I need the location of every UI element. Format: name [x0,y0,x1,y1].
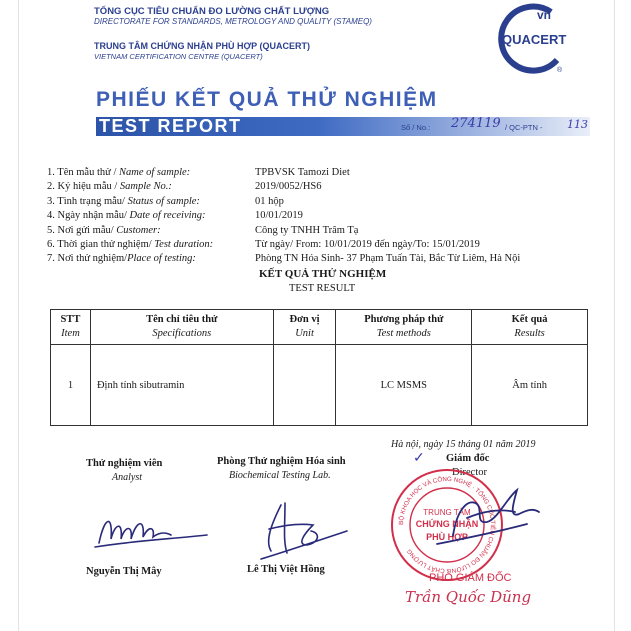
result-heading-en: TEST RESULT [289,283,356,294]
column-header-results: Kết quả Results [472,310,588,345]
sample-info-label: 3. Tình trạng mẫu/ Status of sample: [47,195,200,207]
deputy-director-title: PHÓ GIÁM ĐỐC [429,572,512,584]
column-header-specifications: Tên chỉ tiêu thử Specifications [90,310,273,345]
sample-info-label: 4. Ngày nhận mẫu/ Date of receiving: [47,210,206,222]
org-name-vn: TỔNG CỤC TIÊU CHUẨN ĐO LƯỜNG CHẤT LƯỢNG [94,6,330,17]
logo-registered: ® [557,67,563,74]
cell-unit [273,345,336,426]
lab-title-vn: Phòng Thử nghiệm Hóa sinh [217,456,346,467]
result-heading-vn: KẾT QUẢ THỬ NGHIỆM [259,268,387,280]
director-title-vn: Giám đốc [446,453,490,464]
cell-specification: Định tính sibutramin [90,345,273,426]
analyst-name: Nguyễn Thị Mây [86,566,162,577]
report-number-suffix: / QC-PTN - [505,123,543,132]
report-number-label: Số / No.: [401,123,431,132]
issue-date: Hà nội, ngày 15 tháng 01 năm 2019 [391,439,536,450]
column-header-test-methods: Phương pháp thử Test methods [336,310,472,345]
test-report-page [18,0,615,631]
cell-result: Âm tính [472,345,588,426]
director-signature [417,478,547,558]
sample-info-value: TPBVSK Tamozi Diet [255,167,350,178]
column-header-item: STT Item [51,310,91,345]
analyst-signature [91,505,211,555]
report-number-value: 274119 [451,116,501,131]
stamp-line-2: CHỨNG NHẬN [415,519,479,529]
result-table-header [51,310,588,345]
cell-test-method: LC MSMS [336,345,472,426]
sample-info-label: 6. Thời gian thử nghiệm/ Test duration: [47,238,214,250]
sample-info-value: 01 hộp [255,195,284,207]
org-name-en: DIRECTORATE FOR STANDARDS, METROLOGY AND QUALITY (STAMEQ) [94,17,372,26]
sample-info-value: Công ty TNHH Trâm Tạ [255,224,359,236]
lab-signature [241,495,351,565]
title-vn: PHIẾU KẾT QUẢ THỬ NGHIỆM [96,88,438,111]
title-en: TEST REPORT [99,116,242,136]
lab-title-en: Biochemical Testing Lab. [229,470,331,481]
centre-name-en: VIETNAM CERTIFICATION CENTRE (QUACERT) [94,52,263,61]
report-number-suffix-handwritten: 113 [567,118,588,131]
stamp-ring-text: BỘ KHOA HỌC VÀ CÔNG NGHỆ · TỔNG CỤC TIÊU CHUẨN ĐO LƯỜNG CHẤT LƯỢNG [397,475,497,575]
sample-info-value: 10/01/2019 [255,210,303,222]
stamp-line-1: TRUNG TÂM [423,508,471,517]
sample-info-label: 2. Ký hiệu mẫu / Sample No.: [47,181,172,193]
logo-text: QUACERT [502,32,567,47]
sample-info-label: 1. Tên mẫu thử / Name of sample: [47,167,191,178]
sample-info-value: Phòng TN Hóa Sinh- 37 Phạm Tuấn Tài, Bắc Từ Liêm, Hà Nội [255,253,521,265]
column-header-unit: Đơn vị Unit [273,310,336,345]
sample-info-value: Từ ngày/ From: 10/01/2019 đến ngày/To: 15/01/2019 [255,238,480,250]
quacert-logo [493,2,571,76]
approval-mark: ✓ [413,451,425,466]
analyst-title-vn: Thử nghiệm viên [86,458,163,469]
sample-info-value: 2019/0052/HS6 [255,181,322,193]
director-title-en: Director [452,467,487,478]
deputy-director-name: Trần Quốc Dũng [405,588,532,606]
result-table [50,309,588,426]
sample-info-label: 5. Nơi gửi mẫu/ Customer: [47,224,161,236]
table-row [51,345,588,426]
cell-item: 1 [51,345,91,426]
stamp-line-3: PHÙ HỢP [426,532,468,542]
centre-name-vn: TRUNG TÂM CHỨNG NHẬN PHÙ HỢP (QUACERT) [94,41,310,51]
lab-head-name: Lê Thị Việt Hồng [247,564,325,575]
analyst-title-en: Analyst [112,472,142,483]
logo-letters: vn [537,8,552,22]
sample-info-label: 7. Nơi thử nghiệm/Place of testing: [47,253,196,265]
